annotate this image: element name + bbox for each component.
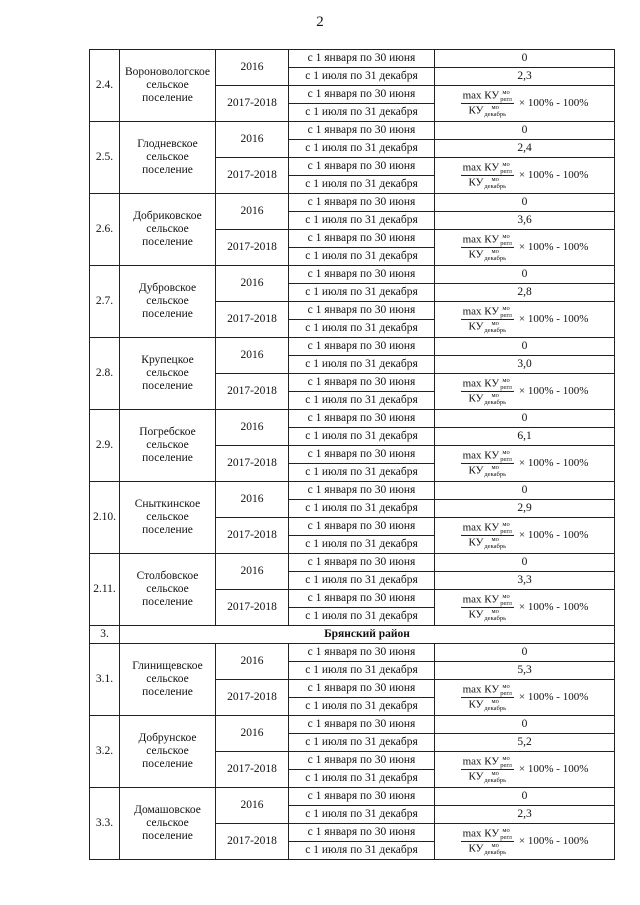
year-cell: 2016 [216, 788, 289, 824]
year-cell: 2017-2018 [216, 302, 289, 338]
row-number: 2.8. [90, 338, 120, 410]
municipality-name: Столбовское сельское поселение [120, 554, 216, 626]
formula-fraction: max КУ мо регл КУ мо декабрь [462, 827, 512, 856]
row-number: 3.2. [90, 716, 120, 788]
value-cell: 2,3 [435, 806, 615, 824]
value-cell: 0 [435, 338, 615, 356]
period-cell: с 1 июля по 31 декабря [289, 500, 435, 518]
year-cell: 2016 [216, 410, 289, 446]
table-row [90, 410, 615, 428]
value-cell: 3,3 [435, 572, 615, 590]
region-row [90, 626, 615, 644]
period-cell: с 1 января по 30 июня [289, 266, 435, 284]
municipality-name: Сныткинское сельское поселение [120, 482, 216, 554]
value-cell: 2,4 [435, 140, 615, 158]
formula-fraction: max КУ мо регл КУ мо декабрь [462, 305, 512, 334]
table-row [90, 266, 615, 284]
formula-fraction: max КУ мо регл КУ мо декабрь [462, 449, 512, 478]
period-cell: с 1 июля по 31 декабря [289, 392, 435, 410]
formula: max КУ мо регл КУ мо декабрь × 100% - 100% [462, 683, 589, 712]
formula-fraction: max КУ мо регл КУ мо декабрь [462, 683, 512, 712]
table-row [90, 122, 615, 140]
period-cell: с 1 января по 30 июня [289, 122, 435, 140]
value-cell: 0 [435, 716, 615, 734]
year-cell: 2016 [216, 194, 289, 230]
municipality-name: Глинищевское сельское поселение [120, 644, 216, 716]
municipality-name: Крупецкое сельское поселение [120, 338, 216, 410]
row-number: 2.6. [90, 194, 120, 266]
year-cell: 2016 [216, 338, 289, 374]
formula-fraction: max КУ мо регл КУ мо декабрь [462, 233, 512, 262]
year-cell: 2016 [216, 122, 289, 158]
period-cell: с 1 июля по 31 декабря [289, 572, 435, 590]
period-cell: с 1 января по 30 июня [289, 410, 435, 428]
year-cell: 2017-2018 [216, 680, 289, 716]
year-cell: 2017-2018 [216, 446, 289, 482]
period-cell: с 1 января по 30 июня [289, 518, 435, 536]
region-name: Брянский район [120, 626, 615, 644]
value-cell: 0 [435, 644, 615, 662]
municipality-name: Погребское сельское поселение [120, 410, 216, 482]
period-cell: с 1 января по 30 июня [289, 446, 435, 464]
municipality-name: Добрунское сельское поселение [120, 716, 216, 788]
row-number: 2.5. [90, 122, 120, 194]
period-cell: с 1 января по 30 июня [289, 338, 435, 356]
formula: max КУ мо регл КУ мо декабрь × 100% - 100% [462, 161, 589, 190]
municipality-name: Вороновологское сельское поселение [120, 50, 216, 122]
row-number: 2.10. [90, 482, 120, 554]
table-row [90, 50, 615, 68]
value-cell: 5,2 [435, 734, 615, 752]
year-cell: 2017-2018 [216, 158, 289, 194]
period-cell: с 1 июля по 31 декабря [289, 248, 435, 266]
period-cell: с 1 января по 30 июня [289, 86, 435, 104]
period-cell: с 1 января по 30 июня [289, 194, 435, 212]
year-cell: 2017-2018 [216, 518, 289, 554]
value-cell: 5,3 [435, 662, 615, 680]
value-cell: 2,3 [435, 68, 615, 86]
year-cell: 2017-2018 [216, 824, 289, 860]
value-cell: 0 [435, 788, 615, 806]
formula-cell [435, 446, 615, 482]
year-cell: 2017-2018 [216, 374, 289, 410]
formula-cell [435, 230, 615, 266]
year-cell: 2016 [216, 644, 289, 680]
formula-fraction: max КУ мо регл КУ мо декабрь [462, 521, 512, 550]
year-cell: 2017-2018 [216, 752, 289, 788]
period-cell: с 1 июля по 31 декабря [289, 734, 435, 752]
year-cell: 2016 [216, 716, 289, 752]
table-row [90, 644, 615, 662]
municipality-name: Дубровское сельское поселение [120, 266, 216, 338]
period-cell: с 1 июля по 31 декабря [289, 284, 435, 302]
period-cell: с 1 января по 30 июня [289, 50, 435, 68]
formula: max КУ мо регл КУ мо декабрь × 100% - 100% [462, 827, 589, 856]
year-cell: 2016 [216, 554, 289, 590]
formula: max КУ мо регл КУ мо декабрь × 100% - 100% [462, 755, 589, 784]
formula-cell [435, 518, 615, 554]
value-cell: 0 [435, 50, 615, 68]
period-cell: с 1 января по 30 июня [289, 590, 435, 608]
formula: max КУ мо регл КУ мо декабрь × 100% - 100% [462, 377, 589, 406]
row-number: 2.7. [90, 266, 120, 338]
value-cell: 0 [435, 482, 615, 500]
period-cell: с 1 июля по 31 декабря [289, 698, 435, 716]
table-row [90, 716, 615, 734]
period-cell: с 1 января по 30 июня [289, 680, 435, 698]
value-cell: 0 [435, 194, 615, 212]
page-number: 2 [316, 14, 324, 30]
period-cell: с 1 июля по 31 декабря [289, 806, 435, 824]
formula-fraction: max КУ мо регл КУ мо декабрь [462, 593, 512, 622]
period-cell: с 1 июля по 31 декабря [289, 464, 435, 482]
period-cell: с 1 июля по 31 декабря [289, 212, 435, 230]
formula: max КУ мо регл КУ мо декабрь × 100% - 100% [462, 89, 589, 118]
row-number: 2.9. [90, 410, 120, 482]
formula-cell [435, 680, 615, 716]
period-cell: с 1 января по 30 июня [289, 788, 435, 806]
value-cell: 3,0 [435, 356, 615, 374]
formula-fraction: max КУ мо регл КУ мо декабрь [462, 377, 512, 406]
period-cell: с 1 июля по 31 декабря [289, 176, 435, 194]
period-cell: с 1 июля по 31 декабря [289, 770, 435, 788]
formula-fraction: max КУ мо регл КУ мо декабрь [462, 89, 512, 118]
value-cell: 2,9 [435, 500, 615, 518]
period-cell: с 1 июля по 31 декабря [289, 428, 435, 446]
value-cell: 0 [435, 410, 615, 428]
period-cell: с 1 января по 30 июня [289, 482, 435, 500]
value-cell: 0 [435, 266, 615, 284]
formula-cell [435, 302, 615, 338]
region-number: 3. [90, 626, 120, 644]
period-cell: с 1 июля по 31 декабря [289, 536, 435, 554]
period-cell: с 1 июля по 31 декабря [289, 356, 435, 374]
period-cell: с 1 января по 30 июня [289, 302, 435, 320]
value-cell: 0 [435, 122, 615, 140]
formula: max КУ мо регл КУ мо декабрь × 100% - 100% [462, 521, 589, 550]
period-cell: с 1 июля по 31 декабря [289, 320, 435, 338]
formula: max КУ мо регл КУ мо декабрь × 100% - 100% [462, 305, 589, 334]
value-cell: 6,1 [435, 428, 615, 446]
formula: max КУ мо регл КУ мо декабрь × 100% - 100% [462, 593, 589, 622]
period-cell: с 1 января по 30 июня [289, 374, 435, 392]
formula-cell [435, 752, 615, 788]
value-cell: 2,8 [435, 284, 615, 302]
period-cell: с 1 июля по 31 декабря [289, 608, 435, 626]
table-row [90, 554, 615, 572]
value-cell: 0 [435, 554, 615, 572]
formula-cell [435, 86, 615, 122]
formula-cell [435, 824, 615, 860]
tariff-table [89, 49, 615, 860]
period-cell: с 1 января по 30 июня [289, 716, 435, 734]
row-number: 3.1. [90, 644, 120, 716]
municipality-name: Домашовское сельское поселение [120, 788, 216, 860]
year-cell: 2017-2018 [216, 230, 289, 266]
period-cell: с 1 января по 30 июня [289, 230, 435, 248]
table-row [90, 788, 615, 806]
year-cell: 2016 [216, 482, 289, 518]
table-row [90, 194, 615, 212]
period-cell: с 1 января по 30 июня [289, 644, 435, 662]
period-cell: с 1 января по 30 июня [289, 158, 435, 176]
formula: max КУ мо регл КУ мо декабрь × 100% - 100% [462, 449, 589, 478]
period-cell: с 1 июля по 31 декабря [289, 68, 435, 86]
period-cell: с 1 января по 30 июня [289, 824, 435, 842]
table-row [90, 482, 615, 500]
year-cell: 2016 [216, 50, 289, 86]
table-row [90, 338, 615, 356]
period-cell: с 1 июля по 31 декабря [289, 662, 435, 680]
row-number: 2.11. [90, 554, 120, 626]
municipality-name: Глодневское сельское поселение [120, 122, 216, 194]
year-cell: 2016 [216, 266, 289, 302]
formula-cell [435, 158, 615, 194]
formula-fraction: max КУ мо регл КУ мо декабрь [462, 755, 512, 784]
period-cell: с 1 июля по 31 декабря [289, 842, 435, 860]
formula-cell [435, 590, 615, 626]
period-cell: с 1 июля по 31 декабря [289, 140, 435, 158]
period-cell: с 1 января по 30 июня [289, 752, 435, 770]
period-cell: с 1 июля по 31 декабря [289, 104, 435, 122]
row-number: 3.3. [90, 788, 120, 860]
formula: max КУ мо регл КУ мо декабрь × 100% - 100% [462, 233, 589, 262]
formula-cell [435, 374, 615, 410]
municipality-name: Добриковское сельское поселение [120, 194, 216, 266]
row-number: 2.4. [90, 50, 120, 122]
formula-fraction: max КУ мо регл КУ мо декабрь [462, 161, 512, 190]
year-cell: 2017-2018 [216, 590, 289, 626]
value-cell: 3,6 [435, 212, 615, 230]
year-cell: 2017-2018 [216, 86, 289, 122]
period-cell: с 1 января по 30 июня [289, 554, 435, 572]
